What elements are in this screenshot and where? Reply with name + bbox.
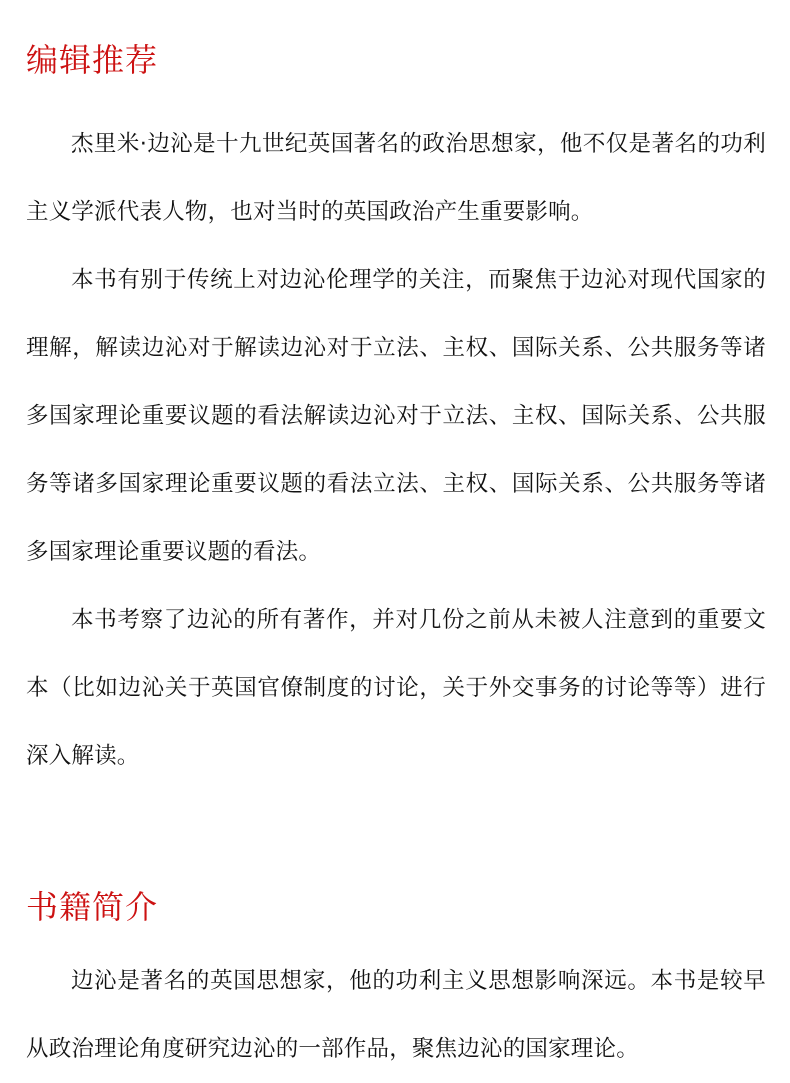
section-body (26, 947, 766, 1083)
section-title-book-introduction: 书籍简介 (26, 888, 159, 926)
paragraph: 本书有别于传统上对边沁伦理学的关注，而聚焦于边沁对现代国家的理解，解读边沁对于解读边沁对于立法、主权、国际关系、公共服务等诸多国家理论重要议题的看法解读边沁对于立法、主权、国际关系、公共服务等诸多国家理论重要议题的看法立法、主权、国际关系、公共服务等诸多国家理论重要议题的看法。 (26, 267, 766, 565)
book-introduction-section (26, 887, 766, 1083)
section-title-editor-recommendation: 编辑推荐 (26, 41, 159, 79)
paragraph: 杰里米·边沁是十九世纪英国著名的政治思想家，他不仅是著名的功利主义学派代表人物，也对当时的英国政治产生重要影响。 (26, 131, 766, 225)
editor-recommendation-section (26, 0, 766, 790)
paragraph: 本书考察了边沁的所有著作，并对几份之前从未被人注意到的重要文本（比如边沁关于英国官僚制度的讨论，关于外交事务的讨论等等）进行深入解读。 (26, 607, 766, 769)
paragraph: 边沁是著名的英国思想家，他的功利主义思想影响深远。本书是较早从政治理论角度研究边沁的一部作品，聚焦边沁的国家理论。 (26, 968, 766, 1062)
section-body (26, 110, 766, 790)
